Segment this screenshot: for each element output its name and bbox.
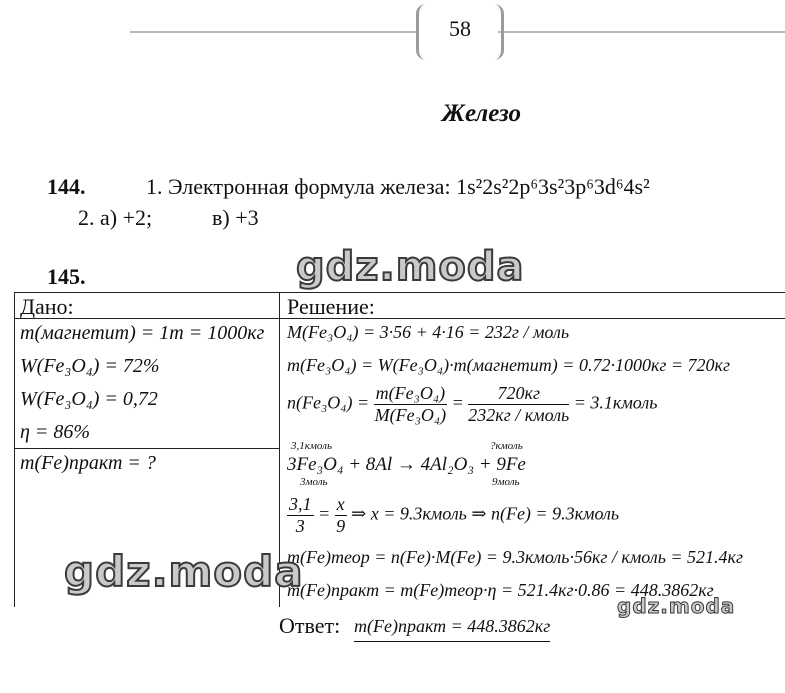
watermark: gdz.moda	[296, 244, 525, 290]
fraction-denominator: M(Fe₃O₄)	[374, 405, 447, 425]
equation-annotation: ?кмоль	[490, 440, 523, 452]
solution-line-practical: m(Fe)практ = m(Fe)теор·η = 521.4кг·0.86 = 448.3862кг	[287, 580, 714, 600]
solution-line-mass: m(Fe₃O₄) = W(Fe₃O₄)·m(магнетит) = 0.72·1000кг = 720кг	[287, 355, 730, 375]
solution-line-molar-mass: M(Fe₃O₄) = 3·56 + 4·16 = 232г / моль	[287, 322, 570, 342]
given-header: Дано:	[20, 294, 74, 319]
fraction-numerator: 3,1	[289, 494, 312, 514]
table-top-border	[14, 292, 785, 293]
fraction-numerator: x	[336, 494, 345, 514]
watermark: gdz.moda	[617, 594, 736, 618]
fraction-denominator: 232кг / кмоль	[468, 405, 570, 425]
proportion-result: ⇒ x = 9.3кмоль ⇒ n(Fe) = 9.3кмоль	[351, 503, 620, 524]
find-item: m(Fe)практ = ?	[20, 452, 156, 474]
fraction-denominator: 9	[336, 516, 346, 536]
header-rule-left	[130, 31, 416, 33]
header-rule-right	[498, 31, 785, 33]
problem-144-line1: 1. Электронная формула железа: 1s²2s²2p⁶3s²3p⁶3d⁶4s²	[146, 174, 650, 199]
equation-annotation: 9моль	[492, 476, 520, 488]
moles-fraction-values	[468, 383, 569, 426]
given-item: W(Fe₃O₄) = 72%	[20, 355, 160, 377]
table-header-border	[14, 318, 785, 319]
moles-lhs: n(Fe₃O₄) =	[287, 392, 370, 413]
problem-145-number: 145.	[47, 264, 86, 289]
equation-annotation: 3моль	[300, 476, 328, 488]
fraction-numerator: m(Fe₃O₄)	[375, 383, 446, 403]
answer-label: Ответ:	[279, 613, 341, 638]
given-item: W(Fe₃O₄) = 0,72	[20, 388, 158, 410]
solution-line-moles: n(Fe₃O₄) = $\frac{\text{m(Fe₃O₄)}}{\text{M(Fe₃O₄)}}$ = $\frac{720кг}{\text{232кг / кмоль}}$ = 3.1кмоль	[287, 383, 658, 425]
proportion-fraction	[335, 494, 347, 537]
table-left-border	[14, 292, 15, 607]
problem-144-line2b: в) +3	[212, 205, 259, 230]
solution-line-proportion: $\frac{3,1}{3}$ = $\frac{x}{9}$ ⇒ x = 9.3кмоль ⇒ n(Fe) = 9.3кмоль	[289, 494, 620, 536]
proportion-fraction	[287, 494, 314, 537]
page-number: 58	[416, 4, 504, 60]
solution-line-theoretical: m(Fe)теор = n(Fe)·M(Fe) = 9.3кмоль·56кг / кмоль = 521.4кг	[287, 547, 743, 567]
answer-value: m(Fe)практ = 448.3862кг	[354, 616, 550, 642]
equation-annotation: 3,1кмоль	[291, 440, 332, 452]
fraction-denominator: 3	[295, 516, 305, 536]
given-find-divider	[14, 448, 279, 449]
moles-result: = 3.1кмоль	[573, 392, 658, 413]
problem-144-number: 144.	[47, 174, 86, 199]
fraction-numerator: 720кг	[468, 383, 569, 405]
problem-144-line2a: 2. а) +2;	[78, 205, 153, 230]
reaction-equation: 3Fe₃O₄ + 8Al → 4Al₂O₃ + 9Fe	[287, 454, 526, 475]
given-item: η = 86%	[20, 421, 91, 443]
moles-fraction-formula	[374, 383, 448, 426]
solution-header: Решение:	[287, 294, 375, 319]
watermark: gdz.moda	[64, 547, 304, 596]
chapter-title: Железо	[442, 100, 521, 127]
given-item: m(магнетит) = 1т = 1000кг	[20, 322, 265, 344]
